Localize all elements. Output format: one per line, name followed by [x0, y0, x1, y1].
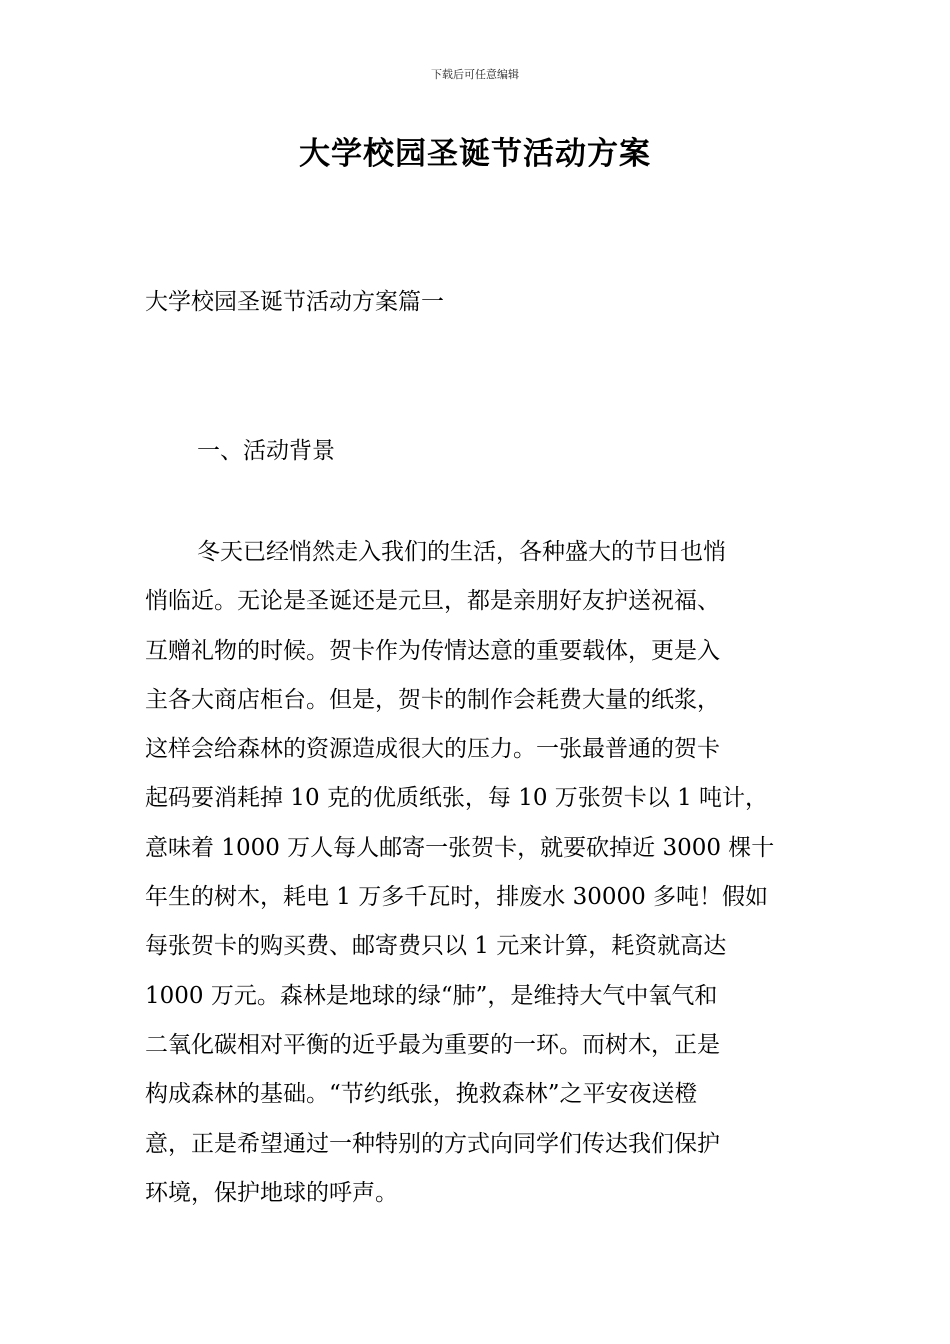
paragraph-line: 起码要消耗掉 10 克的优质纸张，每 10 万张贺卡以 1 吨计， [145, 785, 769, 812]
paragraph-line: 主各大商店柜台。但是，贺卡的制作会耗费大量的纸浆， [145, 686, 720, 713]
header-note: 下载后可任意编辑 [431, 68, 519, 81]
document-title: 大学校园圣诞节活动方案 [299, 136, 651, 172]
paragraph-line: 这样会给森林的资源造成很大的压力。一张最普通的贺卡 [145, 736, 720, 763]
body-paragraph [145, 528, 815, 1218]
paragraph-line: 构成森林的基础。“节约纸张，挽救森林”之平安夜送橙 [145, 1081, 698, 1108]
paragraph-line: 悄临近。无论是圣诞还是元旦，都是亲朋好友护送祝福、 [145, 588, 720, 615]
section-title: 大学校园圣诞节活动方案篇一 [145, 289, 444, 315]
paragraph-line: 互赠礼物的时候。贺卡作为传情达意的重要载体，更是入 [145, 637, 720, 664]
paragraph-line: 环境，保护地球的呼声。 [145, 1179, 398, 1206]
heading-activity-background: 一、活动背景 [197, 438, 335, 464]
paragraph-line: 冬天已经悄然走入我们的生活，各种盛大的节日也悄 [197, 539, 726, 565]
paragraph-line: 意，正是希望通过一种特别的方式向同学们传达我们保护 [145, 1130, 720, 1157]
paragraph-line: 每张贺卡的购买费、邮寄费只以 1 元来计算，耗资就高达 [145, 933, 727, 960]
paragraph-line: 二氧化碳相对平衡的近乎最为重要的一环。而树木，正是 [145, 1031, 720, 1058]
paragraph-line: 意味着 1000 万人每人邮寄一张贺卡，就要砍掉近 3000 棵十 [145, 834, 775, 861]
paragraph-line: 1000 万元。森林是地球的绿“肺”，是维持大气中氧气和 [145, 982, 718, 1009]
paragraph-line: 年生的树木，耗电 1 万多千瓦时，排废水 30000 多吨！假如 [145, 884, 769, 911]
